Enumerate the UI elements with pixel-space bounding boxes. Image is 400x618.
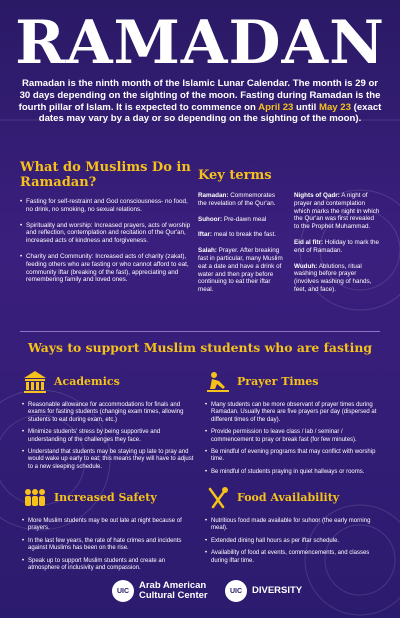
fork-spoon-icon [205, 485, 231, 511]
diversity-text: DIVERSITY [252, 585, 303, 596]
aacc-line-2: Cultural Center [139, 590, 208, 601]
what-heading: What do Muslims Do in Ramadan? [20, 160, 191, 190]
list-item: • Reasonable allowance for accommodations for finals and exams for fasting students (changing exam times, allowing students to eat during exam, etc.) [22, 402, 197, 424]
term-definition: meal to break the fast. [212, 231, 277, 239]
list-item: • Spirituality and worship: Increased prayers, acts of worship and reflection, contemplation and recitation of the Qur'an, increased acts of kindness and forgiveness. [20, 222, 192, 245]
term-definition: Ablutions, ritual washing before prayer (involves washing of hands, feet, and face). [294, 262, 372, 293]
diversity-logo [225, 580, 302, 602]
card-academics [22, 368, 197, 476]
aacc-logo [112, 580, 208, 602]
list-item: • More Muslim students may be out late at night because of prayers. [22, 518, 197, 533]
aacc-line-1: Arab American [139, 579, 207, 591]
list-item: • Extended dining hall hours as per iftar schedule. [205, 538, 380, 545]
list-item: • Many students can be more observant of prayer times during Ramadan. Usually there are five prayers per day (dispersed at different times of the day). [205, 402, 380, 424]
term-definition: A night of prayer and contemplation which marks the night in which the Qur'an was first revealed to the Prophet Muhammad. [294, 192, 380, 231]
card-increased-safety [22, 484, 197, 577]
card-list [205, 402, 380, 476]
intro-paragraph [0, 78, 400, 125]
term-definition: Commemorates the revelation of the Qur'an. [198, 192, 276, 207]
term-label: Ramadan: [198, 192, 229, 199]
list-item: • Fasting for self-restraint and God consciousness- no food, no drink, no smoking, no sexual relations. [20, 198, 192, 214]
card-header [205, 484, 380, 512]
card-food-availability [205, 484, 380, 570]
card-header [22, 484, 197, 512]
term-wuduh [294, 263, 380, 294]
term-definition: Prayer. After breaking fast in particular, many Muslim eat a date and have a drink of water and then pray before continuing to eat their iftar meal. [198, 247, 283, 294]
term-salah [198, 247, 284, 294]
card-list [22, 402, 197, 471]
term-iftar [198, 231, 284, 239]
info-section [20, 160, 380, 328]
card-list [22, 518, 197, 572]
term-eid-al-fitr [294, 239, 380, 255]
term-ramadan [198, 192, 284, 208]
list-item: • Nutritious food made available for suhoor (the early morning meal). [205, 518, 380, 533]
intro-until: until [293, 101, 319, 113]
ways-heading: Ways to support Muslim students who are fasting [27, 340, 373, 355]
list-item: • Be mindful of students praying in quiet hallways or rooms. [205, 469, 380, 476]
card-prayer-times [205, 368, 380, 481]
header [0, 0, 400, 125]
list-item: • Availability of food at events, commencements, and classes during iftar time. [205, 550, 380, 565]
term-label: Suhoor: [198, 215, 223, 223]
card-header [22, 368, 197, 396]
card-list [205, 518, 380, 565]
card-title: Food Availability [237, 491, 340, 504]
page-title: RAMADAN [15, 8, 385, 78]
uic-badge: UIC [112, 580, 134, 602]
card-header [205, 368, 380, 396]
card-title: Increased Safety [54, 491, 157, 504]
key-terms [198, 160, 380, 294]
list-item: • Charity and Community: Increased acts of charity (zakat), feeding others who are fasting or who cannot afford to eat, community iftar (breaking of the fast), appreciating and remembering family and loved ones. [20, 253, 192, 284]
start-date: April 23 [258, 101, 294, 113]
list-item: • In the last few years, the rate of hate crimes and incidents against Muslims has been on the rise. [22, 538, 197, 553]
term-suhoor [198, 216, 284, 224]
intro-text-2: (exact dates may vary by a day or so depending on the sighting of the moon). [38, 101, 382, 125]
terms-column-1 [198, 192, 284, 302]
term-label: Salah: [198, 247, 217, 255]
term-label: Wuduh: [294, 262, 318, 270]
what-list [20, 198, 192, 284]
term-definition: Holiday to mark the end of Ramadan. [294, 238, 380, 254]
school-building-icon [22, 369, 48, 395]
intro-text-1: Ramadan is the ninth month of the Islamic Lunar Calendar. The month is 29 or 30 days depending on the sighting of the moon. Fasting during Ramadan is the fourth pillar of Islam. It is expected to commence on [18, 78, 381, 113]
list-item: • Be mindful of evening programs that may conflict with worship time. [205, 449, 380, 464]
term-definition: Pre-dawn meal [222, 215, 267, 223]
term-label: Eid al fitr: [294, 238, 324, 246]
aacc-text [139, 581, 208, 602]
section-divider [20, 331, 380, 332]
list-item: • Provide permission to leave class / lab / seminar / commencement to pray or break fast (for few minutes). [205, 429, 380, 444]
card-title: Academics [54, 375, 120, 388]
term-nights-of-qadr [294, 192, 380, 231]
terms-column-2 [294, 192, 380, 302]
list-item: • Understand that students may be staying up late to pray and would wake up early to eat; this means they will have to adjust to a new sleeping schedule. [22, 449, 197, 471]
term-label: Iftar: [198, 231, 212, 239]
list-item: • Speak up to support Muslim students and create an atmosphere of inclusivity and compassion. [22, 558, 197, 573]
terms-heading: Key terms [198, 168, 272, 183]
list-item: • Minimize students' stress by being supportive and understanding of the challenges they face. [22, 429, 197, 444]
footer [0, 578, 400, 608]
card-title: Prayer Times [237, 375, 319, 388]
term-label: Nights of Qadr: [294, 192, 340, 199]
prayer-person-icon [205, 369, 231, 395]
what-muslims-do [20, 160, 192, 292]
group-people-icon [22, 485, 48, 511]
uic-badge: UIC [225, 580, 247, 602]
end-date: May 23 [318, 101, 351, 113]
